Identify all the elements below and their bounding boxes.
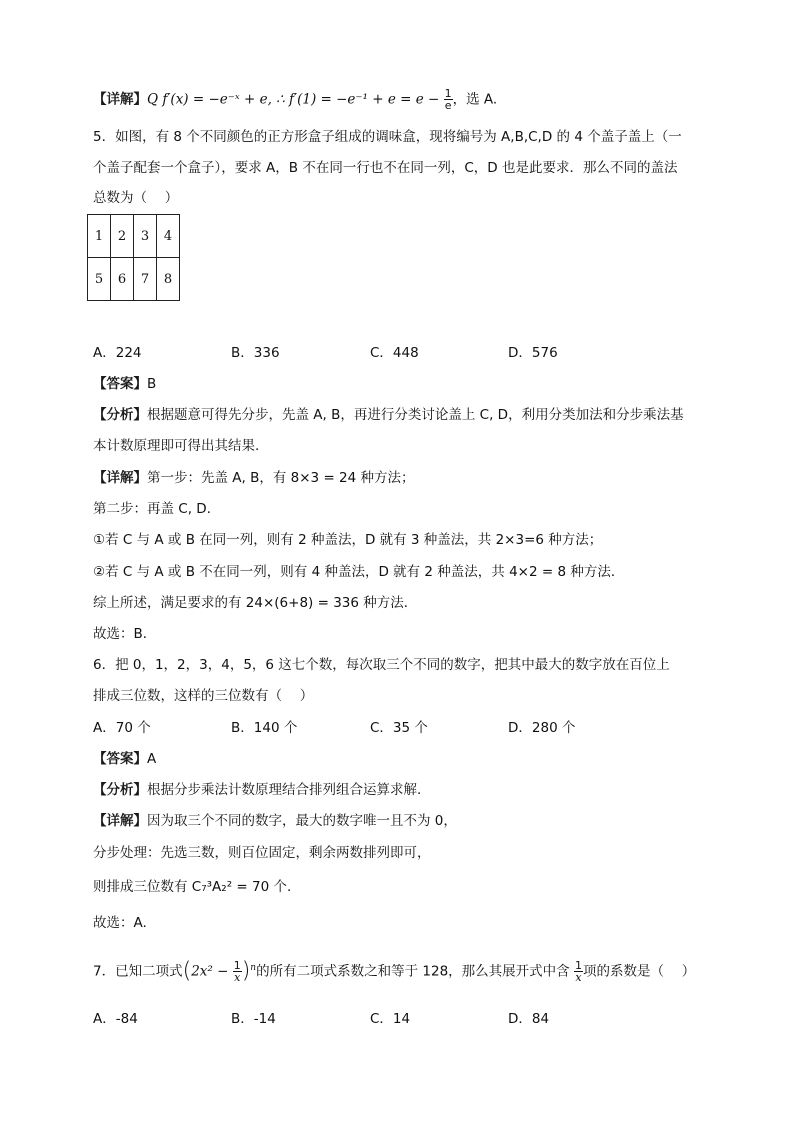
q7-stem <box>93 958 695 983</box>
q5-answer: B <box>147 376 157 392</box>
q6-detail-text: 因为取三个不同的数字，最大的数字唯一且不为 0， <box>147 813 457 829</box>
q6-detail-line-4: 故选：A. <box>93 915 147 931</box>
q6-option-c: C．35 个 <box>370 720 428 736</box>
answer-tag: 【答案】 <box>93 751 147 767</box>
box-grid <box>87 214 180 301</box>
grid-cell: 6 <box>111 258 134 301</box>
q6-detail-line-3: 则排成三位数有 C₇³A₂² = 70 个. <box>93 879 292 895</box>
grid-cell: 8 <box>157 258 180 301</box>
q7-frac-num: 1 <box>233 959 241 972</box>
q7-fraction <box>233 960 242 983</box>
q5-analysis-text: 根据题意可得先分步，先盖 A, B，再进行分类讨论盖上 C, D，利用分类加法和分步乘法基 <box>147 407 684 423</box>
q7-frac2-den: x <box>575 971 582 984</box>
q6-analysis-text: 根据分步乘法计数原理结合排列组合运算求解. <box>147 782 422 798</box>
q7-stem-mid: 的所有二项式系数之和等于 128，那么其展开式中含 <box>256 963 570 980</box>
q6-option-d: D．280 个 <box>508 720 576 736</box>
q6-answer-line <box>93 749 156 769</box>
q7-binom: 2x² − <box>191 963 229 980</box>
answer-tag: 【答案】 <box>93 376 147 392</box>
grid-cell: 1 <box>88 215 111 258</box>
q7-frac2-num: 1 <box>574 959 582 972</box>
q7-frac-den: x <box>234 971 241 984</box>
q4-frac-num: 1 <box>444 87 452 100</box>
q4-formula: Q f′(x) = −e⁻ˣ + e, ∴ f′(1) = −e⁻¹ + e = e − <box>147 91 440 108</box>
q5-detail-text: 第一步：先盖 A, B，有 8×3 = 24 种方法； <box>147 470 415 486</box>
q7-option-b: B．-14 <box>231 1011 276 1027</box>
grid-row <box>88 258 180 301</box>
grid-cell: 4 <box>157 215 180 258</box>
right-paren: ) <box>241 958 251 984</box>
q7-stem-post: 项的系数是（ ） <box>582 963 696 980</box>
detail-tag: 【详解】 <box>93 91 147 108</box>
q6-stem-line-2: 排成三位数，这样的三位数有（ ） <box>93 688 314 704</box>
q6-option-a: A．70 个 <box>93 720 151 736</box>
q7-option-c: C．14 <box>370 1011 411 1027</box>
q5-option-c: C．448 <box>370 345 419 361</box>
grid-cell: 3 <box>134 215 157 258</box>
q5-detail-line-4: ②若 C 与 A 或 B 不在同一列，则有 4 种盖法，D 就有 2 种盖法，共 4×2 = 8 种方法． <box>93 564 625 580</box>
q6-analysis-line-1 <box>93 780 421 800</box>
q5-stem-line-1: 5．如图，有 8 个不同颜色的正方形盒子组成的调味盒，现将编号为 A,B,C,D 的 4 个盖子盖上（一 <box>93 129 682 145</box>
q4-detail-line <box>93 88 497 111</box>
q4-fraction <box>444 88 453 111</box>
q7-option-a: A．-84 <box>93 1011 138 1027</box>
q5-answer-line <box>93 374 156 394</box>
q6-detail-line-2: 分步处理：先选三数，则百位固定，剩余两数排列即可， <box>93 845 431 861</box>
q5-stem-line-3: 总数为（ ） <box>93 190 179 206</box>
q5-stem-line-2: 个盖子配套一个盒子），要求 A，B 不在同一行也不在同一列，C，D 也是此要求．那么不同的盖法 <box>93 160 678 176</box>
q7-stem-pre: 7．已知二项式 <box>93 963 183 980</box>
q5-option-b: B．336 <box>231 345 280 361</box>
q6-answer: A <box>147 751 157 767</box>
q5-detail-line-5: 综上所述，满足要求的有 24×(6+8) = 336 种方法． <box>93 595 418 611</box>
left-paren: ( <box>182 958 192 984</box>
q4-frac-den: e <box>444 99 452 112</box>
grid-cell: 7 <box>134 258 157 301</box>
q6-stem-line-1: 6．把 0，1，2，3，4，5，6 这七个数，每次取三个不同的数字，把其中最大的数字放在百位上 <box>93 657 670 673</box>
q7-power: n <box>250 963 257 973</box>
q5-option-a: A．224 <box>93 345 142 361</box>
q4-tail: ，选 A. <box>452 91 498 108</box>
q5-detail-line-1 <box>93 468 415 488</box>
analysis-tag: 【分析】 <box>93 407 147 423</box>
q5-analysis-line-1 <box>93 405 684 425</box>
grid-row <box>88 215 180 258</box>
analysis-tag: 【分析】 <box>93 782 147 798</box>
q7-fraction-2 <box>574 960 583 983</box>
q6-option-b: B．140 个 <box>231 720 298 736</box>
q7-option-d: D．84 <box>508 1011 550 1027</box>
q5-option-d: D．576 <box>508 345 558 361</box>
q6-detail-line-1 <box>93 811 457 831</box>
grid-cell: 2 <box>111 215 134 258</box>
q5-detail-line-2: 第二步：再盖 C, D． <box>93 501 221 517</box>
grid-cell: 5 <box>88 258 111 301</box>
detail-tag: 【详解】 <box>93 470 147 486</box>
detail-tag: 【详解】 <box>93 813 147 829</box>
q5-detail-line-6: 故选：B． <box>93 626 157 642</box>
q5-analysis-line-2: 本计数原理即可得出其结果. <box>93 438 260 454</box>
q5-detail-line-3: ①若 C 与 A 或 B 在同一列，则有 2 种盖法，D 就有 3 种盖法，共 2×3=6 种方法； <box>93 532 603 548</box>
